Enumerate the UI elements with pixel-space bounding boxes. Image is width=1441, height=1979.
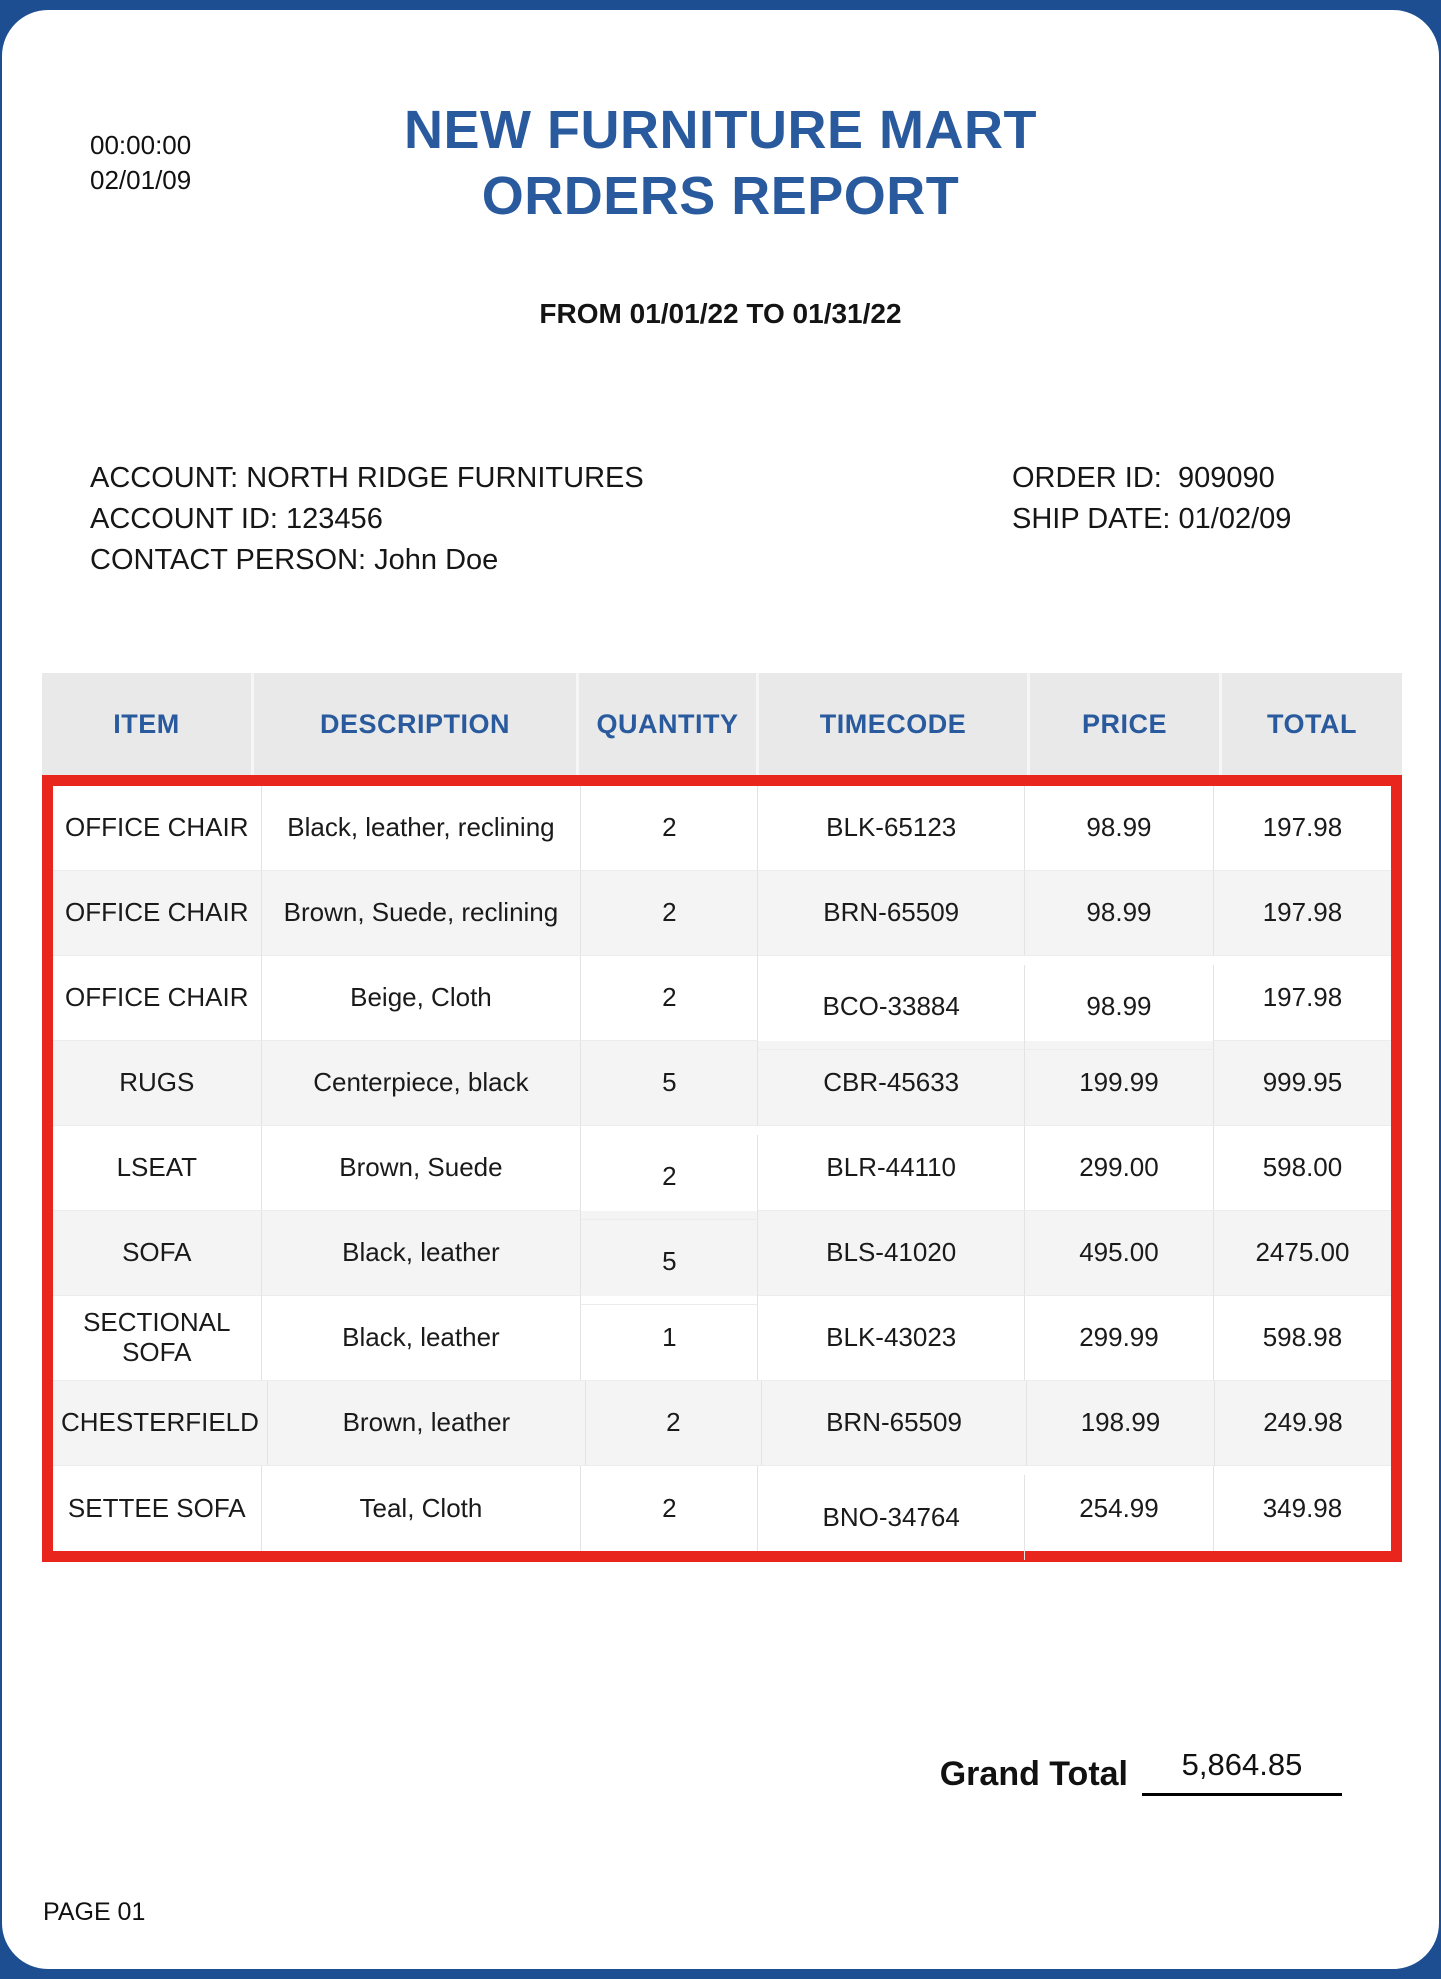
cell-total: 249.98 <box>1215 1381 1391 1466</box>
ship-date-value: 01/02/09 <box>1178 503 1292 536</box>
orders-table <box>42 673 1402 1562</box>
page-title <box>2 98 1439 230</box>
cell-price: 98.99 <box>1025 871 1214 956</box>
account-id-value: 123456 <box>286 503 383 536</box>
order-id-line <box>1012 458 1291 499</box>
cell-description: Brown, Suede, reclining <box>262 871 582 956</box>
table-body-highlighted <box>42 775 1402 1562</box>
cell-description: Teal, Cloth <box>262 1466 582 1551</box>
cell-total: 999.95 <box>1214 1041 1391 1126</box>
page-title-line1: NEW FURNITURE MART <box>404 100 1037 160</box>
table-row <box>53 871 1391 956</box>
cell-description: Brown, Suede <box>262 1126 582 1211</box>
cell-total: 197.98 <box>1214 786 1391 871</box>
cell-item: CHESTERFIELD <box>53 1381 268 1466</box>
cell-description: Brown, leather <box>268 1381 586 1466</box>
cell-price: 98.99 <box>1025 965 1214 1050</box>
grand-total-value: 5,864.85 <box>1142 1747 1342 1796</box>
grand-total-label: Grand Total <box>939 1755 1128 1793</box>
cell-item: OFFICE CHAIR <box>53 871 262 956</box>
cell-timecode: BNO-34764 <box>758 1475 1025 1560</box>
cell-item: SETTEE SOFA <box>53 1466 262 1551</box>
table-header-row <box>42 673 1402 775</box>
ship-date-line <box>1012 499 1291 540</box>
account-line <box>90 458 644 499</box>
cell-timecode: CBR-45633 <box>758 1041 1025 1126</box>
contact-person-line <box>90 540 644 581</box>
ship-date-label: SHIP DATE: <box>1012 503 1171 536</box>
timestamp-date: 02/01/09 <box>90 165 192 196</box>
cell-timecode: BRN-65509 <box>762 1381 1027 1466</box>
account-id-line <box>90 499 644 540</box>
report-date-range: FROM 01/01/22 TO 01/31/22 <box>539 298 902 329</box>
cell-timecode: BRN-65509 <box>758 871 1025 956</box>
account-info-block <box>90 458 644 582</box>
cell-price: 199.99 <box>1025 1041 1214 1126</box>
cell-total: 598.00 <box>1214 1126 1391 1211</box>
cell-price: 299.99 <box>1025 1296 1214 1381</box>
cell-price: 495.00 <box>1025 1211 1214 1296</box>
cell-item: SECTIONAL SOFA <box>53 1296 262 1381</box>
cell-total: 197.98 <box>1214 956 1391 1041</box>
table-row <box>53 1211 1391 1296</box>
cell-description: Beige, Cloth <box>262 956 582 1041</box>
page-number: PAGE 01 <box>43 1898 146 1926</box>
cell-item: SOFA <box>53 1211 262 1296</box>
order-info-block <box>1012 458 1291 540</box>
cell-quantity: 1 <box>581 1296 758 1381</box>
cell-item: LSEAT <box>53 1126 262 1211</box>
table-row <box>53 1041 1391 1126</box>
cell-timecode: BLS-41020 <box>758 1211 1025 1296</box>
cell-price: 98.99 <box>1025 786 1214 871</box>
cell-quantity: 2 <box>581 1466 758 1551</box>
cell-description: Black, leather <box>262 1296 582 1381</box>
cell-quantity: 2 <box>581 956 758 1041</box>
cell-quantity: 5 <box>581 1220 758 1305</box>
cell-timecode: BLK-43023 <box>758 1296 1025 1381</box>
cell-item: OFFICE CHAIR <box>53 956 262 1041</box>
cell-item: OFFICE CHAIR <box>53 786 262 871</box>
table-row <box>53 1126 1391 1211</box>
cell-quantity: 2 <box>581 1135 758 1220</box>
cell-price: 198.99 <box>1027 1381 1215 1466</box>
table-row <box>53 1381 1391 1466</box>
column-header-price: PRICE <box>1030 673 1222 775</box>
column-header-quantity: QUANTITY <box>579 673 759 775</box>
cell-item: RUGS <box>53 1041 262 1126</box>
column-header-total: TOTAL <box>1267 708 1357 739</box>
order-id-value: 909090 <box>1177 462 1275 494</box>
cell-price: 299.00 <box>1025 1126 1214 1211</box>
cell-total: 197.98 <box>1214 871 1391 956</box>
grand-total <box>940 1747 1342 1796</box>
table-row <box>53 1296 1391 1381</box>
cell-description: Centerpiece, black <box>262 1041 582 1126</box>
cell-timecode: BCO-33884 <box>758 965 1025 1050</box>
account-id-label: ACCOUNT ID: <box>90 503 278 536</box>
cell-quantity: 2 <box>586 1381 762 1466</box>
cell-timecode: BLK-65123 <box>758 786 1025 871</box>
account-value: NORTH RIDGE FURNITURES <box>246 462 644 494</box>
cell-quantity: 2 <box>581 786 758 871</box>
cell-description: Black, leather <box>262 1211 582 1296</box>
table-row <box>53 786 1391 871</box>
cell-total: 349.98 <box>1262 1492 1343 1523</box>
column-header-description: DESCRIPTION <box>254 673 579 775</box>
contact-person-label: CONTACT PERSON: <box>90 544 367 577</box>
contact-person-value: John Doe <box>374 544 499 577</box>
cell-price: 254.99 <box>1025 1466 1214 1551</box>
account-label: ACCOUNT: <box>90 462 239 494</box>
cell-description: Black, leather, reclining <box>262 786 582 871</box>
cell-total: 2475.00 <box>1214 1211 1391 1296</box>
cell-timecode: BLR-44110 <box>758 1126 1025 1211</box>
column-header-timecode: TIMECODE <box>759 673 1030 775</box>
order-id-label: ORDER ID: <box>1012 462 1162 494</box>
table-row <box>53 1466 1391 1551</box>
report-page <box>2 10 1439 1969</box>
page-title-line2: ORDERS REPORT <box>481 165 960 226</box>
table-row <box>53 956 1391 1041</box>
timestamp-time: 00:00:00 <box>90 130 192 160</box>
cell-quantity: 5 <box>581 1041 758 1126</box>
cell-quantity: 2 <box>581 871 758 956</box>
column-header-item: ITEM <box>42 673 254 775</box>
cell-total: 598.98 <box>1214 1296 1391 1381</box>
